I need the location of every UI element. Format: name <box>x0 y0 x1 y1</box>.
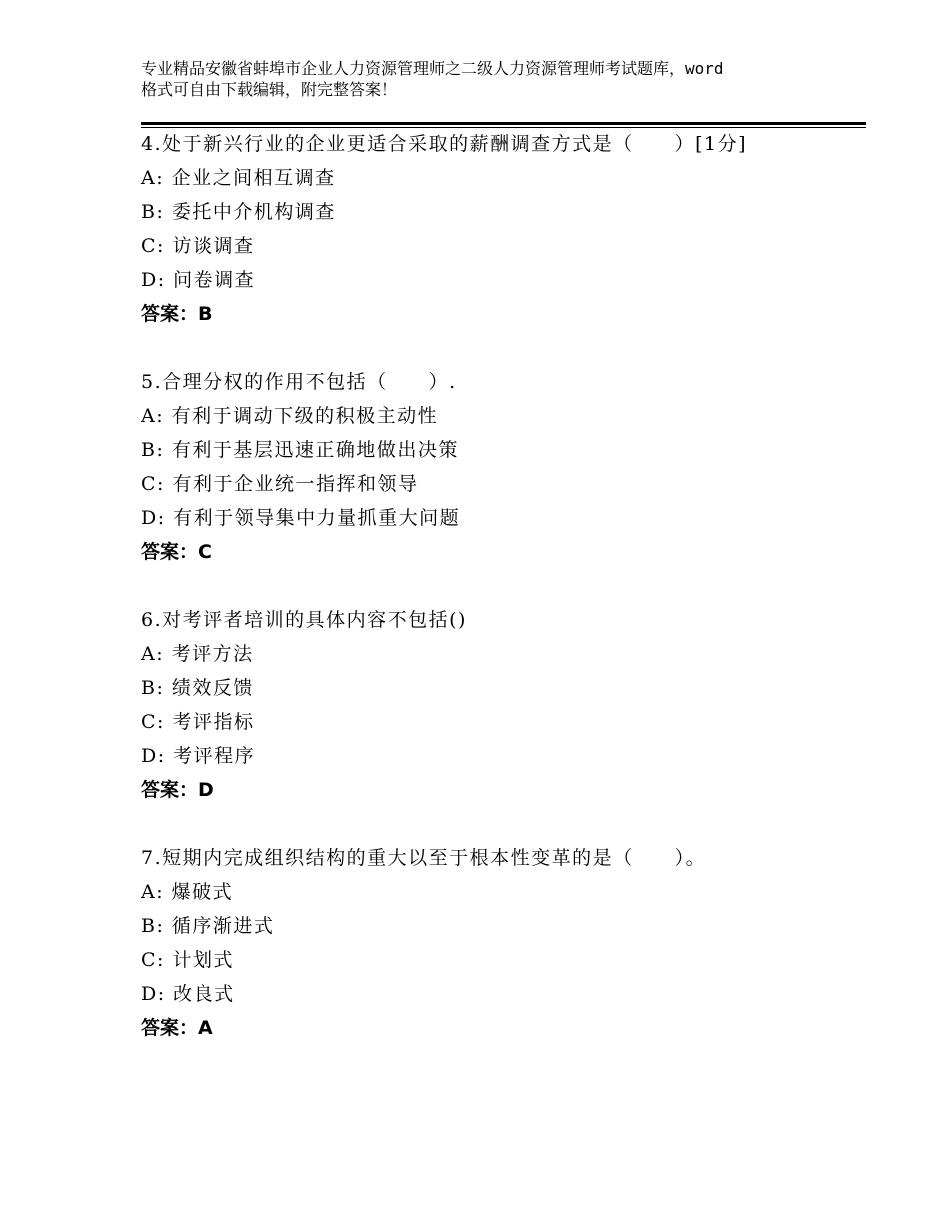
question-stem: 4.处于新兴行业的企业更适合采取的薪酬调查方式是（ ）[1分] <box>141 133 748 155</box>
option-a: A: 企业之间相互调查 <box>141 167 336 189</box>
option-b: B: 循序渐进式 <box>141 915 275 937</box>
document-header <box>141 58 841 100</box>
answer-line <box>141 773 866 807</box>
question-list <box>141 127 866 1045</box>
answer-value: C <box>198 541 212 563</box>
option-c: C: 访谈调查 <box>141 235 255 257</box>
answer-label: 答案： <box>141 303 199 325</box>
answer-value: B <box>198 303 213 325</box>
option-b: B: 委托中介机构调查 <box>141 201 336 223</box>
answer-value: D <box>198 779 214 801</box>
option-a: A: 有利于调动下级的积极主动性 <box>141 405 439 427</box>
header-divider-thick <box>141 122 866 125</box>
question-4 <box>141 127 866 331</box>
option-d: D: 问卷调查 <box>141 269 256 291</box>
option-d: D: 改良式 <box>141 983 235 1005</box>
answer-value: A <box>198 1017 213 1039</box>
answer-line <box>141 535 866 569</box>
header-line-1: 专业精品安徽省蚌埠市企业人力资源管理师之二级人力资源管理师考试题库，word <box>141 59 724 78</box>
option-c: C: 考评指标 <box>141 711 255 733</box>
answer-line <box>141 1011 866 1045</box>
question-gap <box>141 331 866 365</box>
question-5 <box>141 365 866 569</box>
question-stem: 5.合理分权的作用不包括（ ）. <box>141 371 457 393</box>
question-stem: 6.对考评者培训的具体内容不包括() <box>141 609 467 631</box>
option-d: D: 有利于领导集中力量抓重大问题 <box>141 507 461 529</box>
option-c: C: 有利于企业统一指挥和领导 <box>141 473 419 495</box>
question-7 <box>141 841 866 1045</box>
answer-label: 答案： <box>141 779 199 801</box>
question-gap <box>141 807 866 841</box>
option-a: A: 考评方法 <box>141 643 254 665</box>
option-a: A: 爆破式 <box>141 881 234 903</box>
option-d: D: 考评程序 <box>141 745 256 767</box>
question-gap <box>141 569 866 603</box>
question-6 <box>141 603 866 807</box>
option-b: B: 有利于基层迅速正确地做出决策 <box>141 439 459 461</box>
header-line-2: 格式可自由下载编辑，附完整答案！ <box>141 80 398 99</box>
answer-label: 答案： <box>141 541 199 563</box>
question-stem: 7.短期内完成组织结构的重大以至于根本性变革的是（ ）。 <box>141 847 707 869</box>
answer-label: 答案： <box>141 1017 199 1039</box>
option-c: C: 计划式 <box>141 949 234 971</box>
option-b: B: 绩效反馈 <box>141 677 254 699</box>
answer-line <box>141 297 866 331</box>
